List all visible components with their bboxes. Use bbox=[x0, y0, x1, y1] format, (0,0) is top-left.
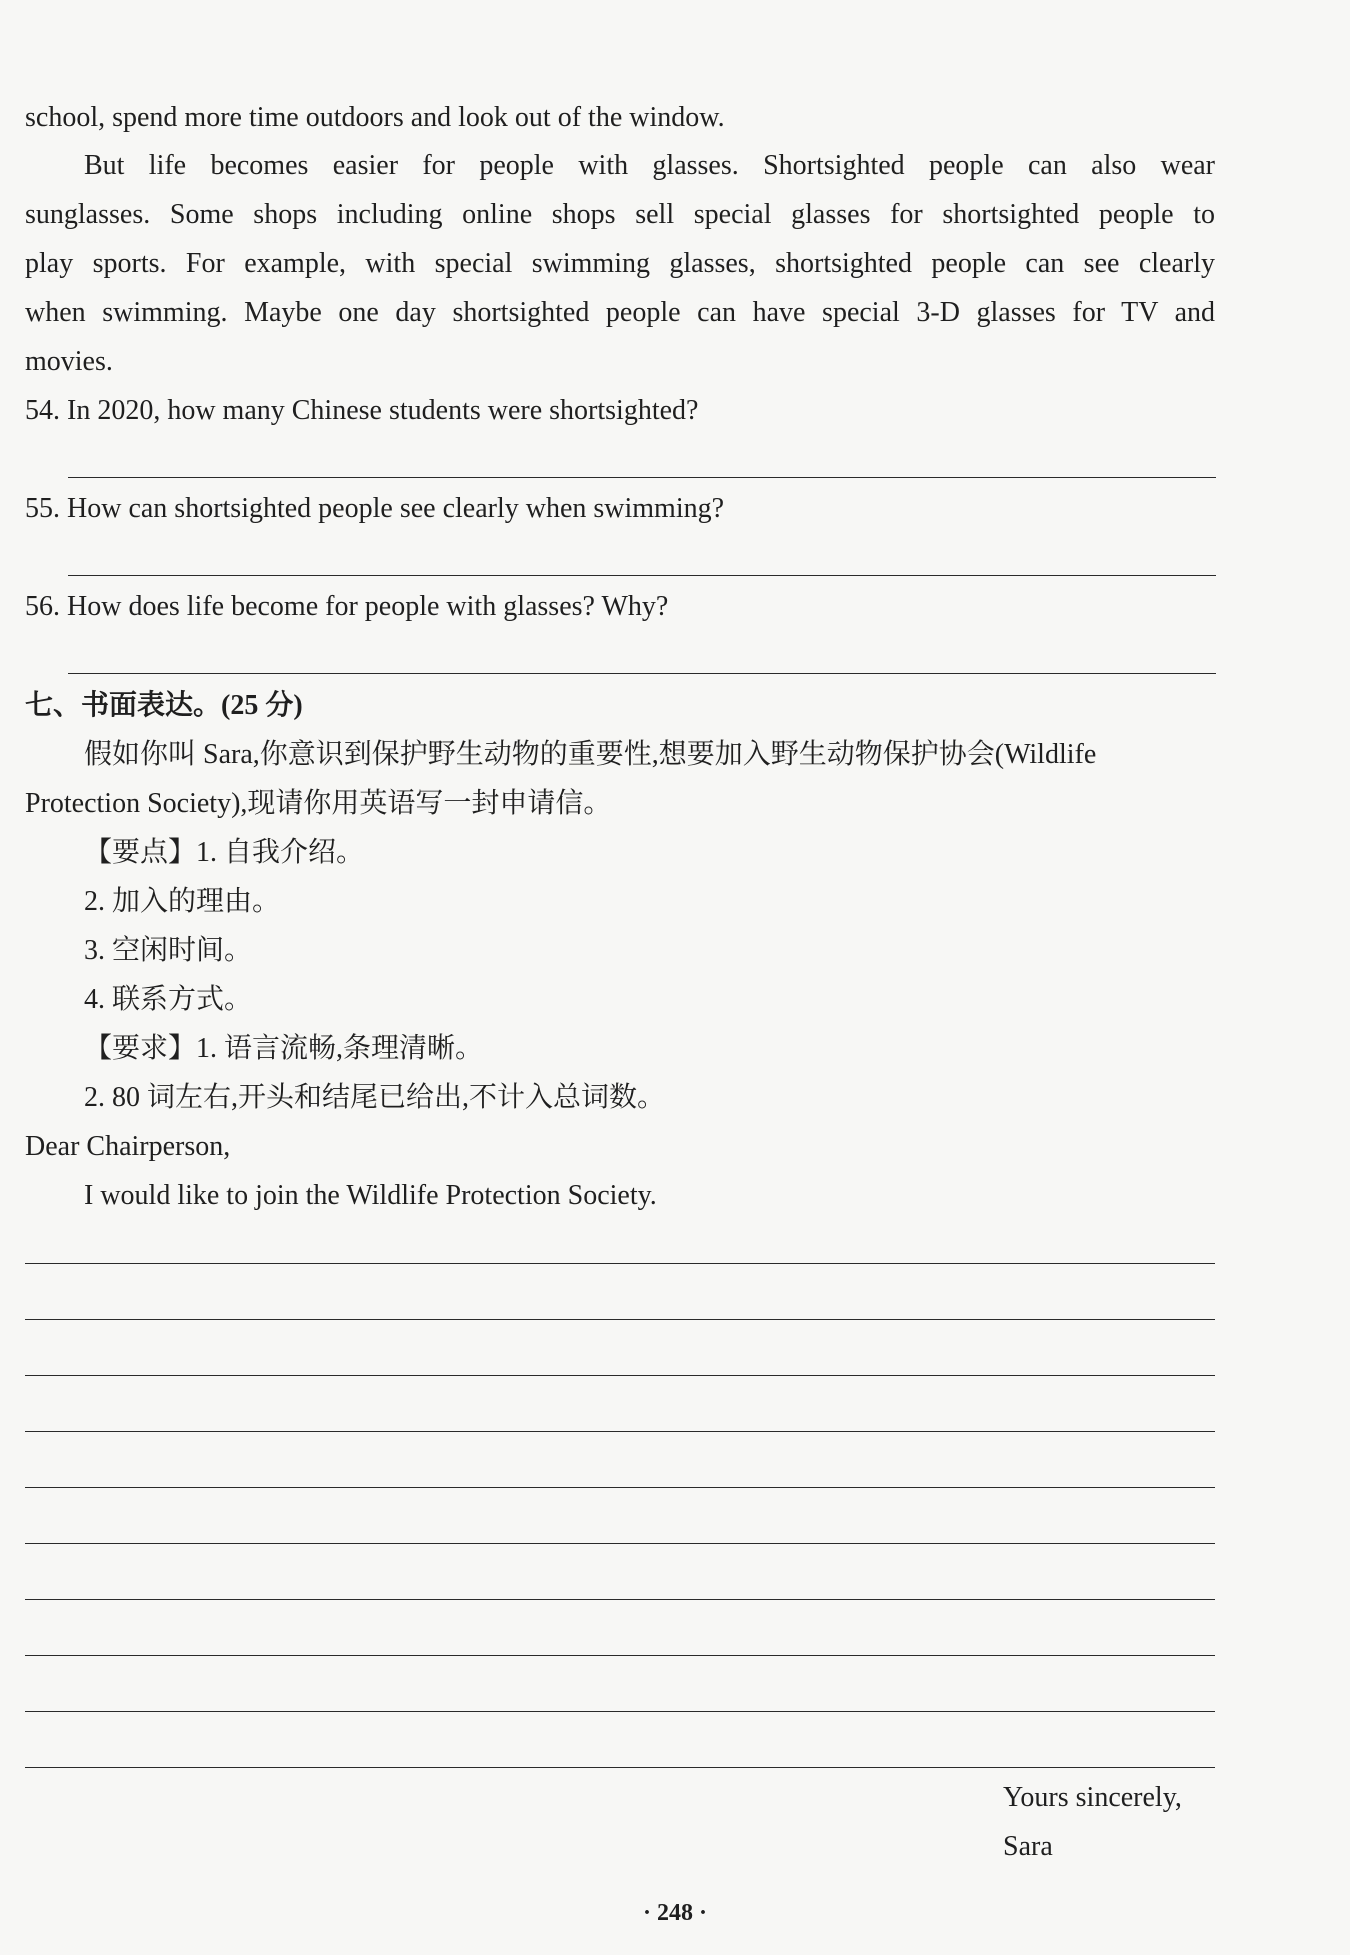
question-54: 54. In 2020, how many Chinese students were shortsighted? bbox=[25, 395, 699, 426]
writing-point: 2. 80 词左右,开头和结尾已给出,不计入总词数。 bbox=[84, 1082, 666, 1113]
writing-line[interactable] bbox=[25, 1599, 1215, 1600]
writing-point: 4. 联系方式。 bbox=[84, 984, 253, 1015]
writing-prompt: Protection Society),现请你用英语写一封申请信。 bbox=[25, 788, 612, 819]
writing-point: 3. 空闲时间。 bbox=[84, 935, 253, 966]
letter-closing: Yours sincerely, bbox=[1003, 1782, 1182, 1813]
section-heading: 七、书面表达。(25 分) bbox=[25, 690, 303, 721]
passage-line: school, spend more time outdoors and look out of the window. bbox=[25, 102, 725, 133]
writing-line[interactable] bbox=[25, 1711, 1215, 1712]
writing-line[interactable] bbox=[25, 1487, 1215, 1488]
answer-line-54[interactable] bbox=[68, 477, 1216, 478]
letter-greeting: Dear Chairperson, bbox=[25, 1131, 231, 1162]
passage-line: But life becomes easier for people with glasses. Shortsighted people can also wear bbox=[84, 150, 1215, 181]
letter-opening: I would like to join the Wildlife Protection Society. bbox=[84, 1180, 657, 1211]
writing-line[interactable] bbox=[25, 1431, 1215, 1432]
answer-line-56[interactable] bbox=[68, 673, 1216, 674]
writing-point: 2. 加入的理由。 bbox=[84, 886, 281, 917]
question-55: 55. How can shortsighted people see clearly when swimming? bbox=[25, 493, 725, 524]
page-number: · 248 · bbox=[642, 1900, 707, 1926]
letter-signature: Sara bbox=[1003, 1831, 1053, 1862]
writing-point: 【要求】1. 语言流畅,条理清晰。 bbox=[84, 1033, 484, 1064]
question-56: 56. How does life become for people with glasses? Why? bbox=[25, 591, 669, 622]
passage-line: sunglasses. Some shops including online shops sell special glasses for shortsighted people to bbox=[25, 199, 1215, 230]
writing-point: 【要点】1. 自我介绍。 bbox=[84, 837, 365, 868]
answer-line-55[interactable] bbox=[68, 575, 1216, 576]
writing-prompt: 假如你叫 Sara,你意识到保护野生动物的重要性,想要加入野生动物保护协会(Wildlife bbox=[84, 739, 1097, 770]
writing-line[interactable] bbox=[25, 1767, 1215, 1768]
passage-line: movies. bbox=[25, 346, 113, 377]
passage-line: when swimming. Maybe one day shortsighted people can have special 3-D glasses for TV and bbox=[25, 297, 1215, 328]
writing-line[interactable] bbox=[25, 1319, 1215, 1320]
writing-line[interactable] bbox=[25, 1263, 1215, 1264]
writing-line[interactable] bbox=[25, 1655, 1215, 1656]
writing-line[interactable] bbox=[25, 1543, 1215, 1544]
writing-line[interactable] bbox=[25, 1375, 1215, 1376]
passage-line: play sports. For example, with special swimming glasses, shortsighted people can see clearly bbox=[25, 248, 1215, 279]
